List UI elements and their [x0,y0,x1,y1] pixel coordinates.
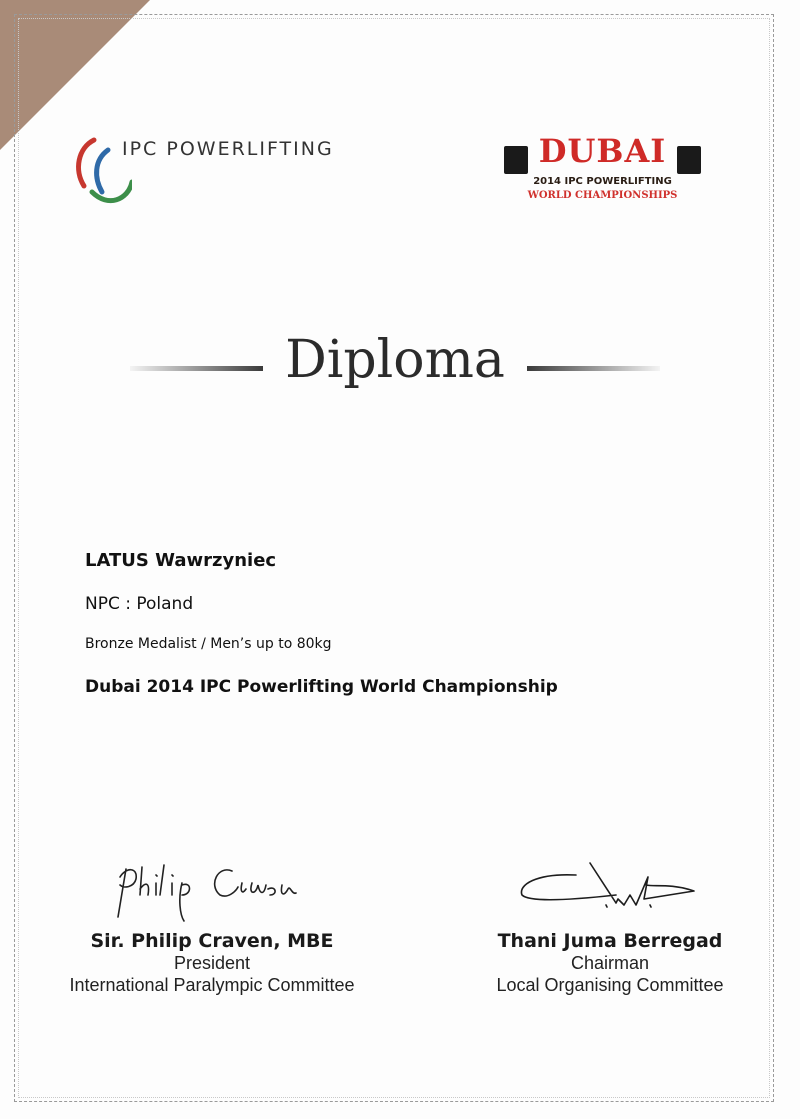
page-title: Diploma [285,330,505,390]
recipient-npc: NPC : Poland [85,594,194,614]
event-name: Dubai 2014 IPC Powerlifting World Championship [85,677,558,697]
medal-category: Bronze Medalist / Men’s up to 80kg [85,636,332,652]
dubai-logo-subtitle: 2014 IPC POWERLIFTING [533,176,672,187]
signatory-role: President [173,953,251,973]
signatory-organisation: Local Organising Committee [496,975,724,995]
signatory-role: Chairman [570,953,650,973]
title-rule-left [130,366,263,371]
title-rule-right [527,366,660,371]
dubai-logo-word: DUBAI [538,132,667,170]
signatory-organisation: International Paralympic Committee [69,975,355,995]
recipient-name: LATUS Wawrzyniec [85,550,277,571]
signatory-right [440,855,780,996]
handwritten-signature-right [440,855,780,925]
ipc-powerlifting-logo [72,130,392,210]
diploma-heading [130,330,660,400]
dubai-logo-tagline: WORLD CHAMPIONSHIPS [527,190,678,201]
signatory-left [42,855,382,996]
handwritten-signature-left [42,855,382,925]
signatory-name: Sir. Philip Craven, MBE [90,930,334,952]
signature-craven [42,855,382,925]
ipc-logo-text: IPC POWERLIFTING [122,138,334,160]
dubai-2014-championships-logo [500,130,705,215]
signatory-name: Thani Juma Berregad [497,930,723,952]
signature-berregad [440,855,780,925]
